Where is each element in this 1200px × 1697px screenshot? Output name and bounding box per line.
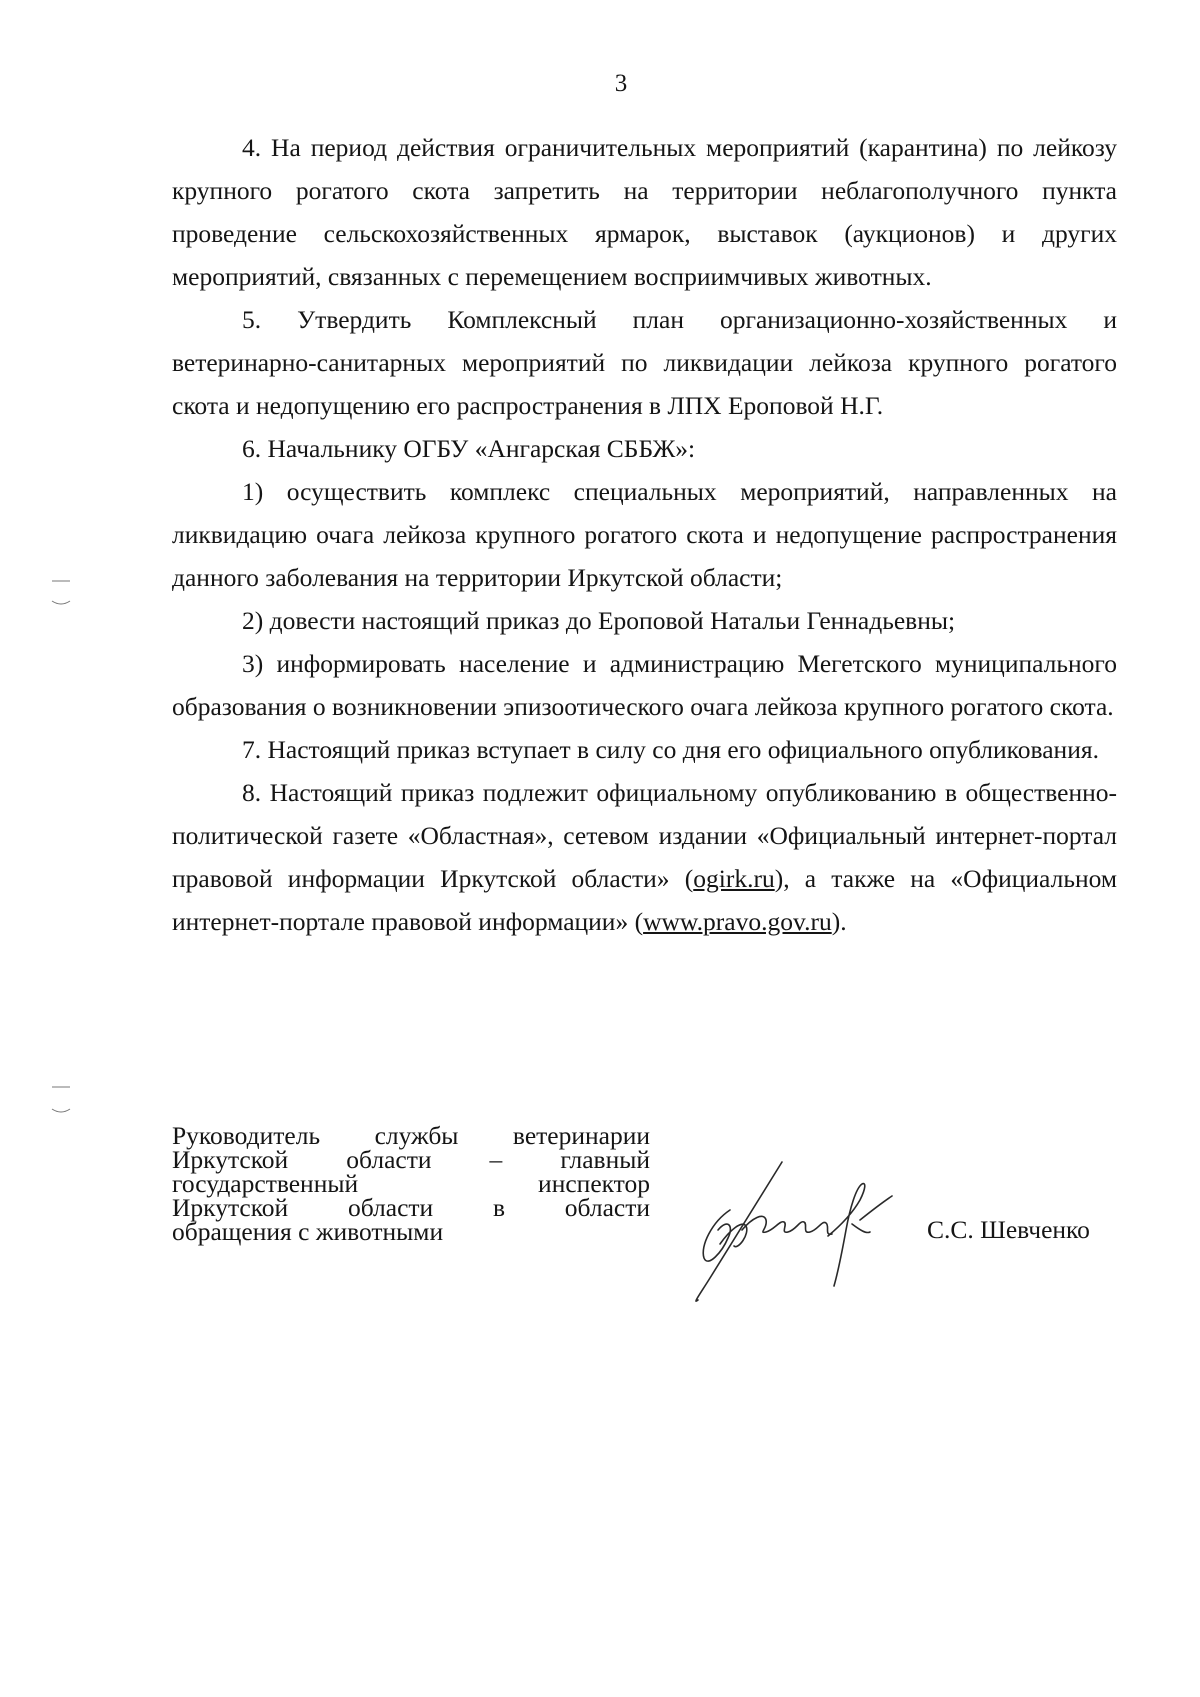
scan-artifact: [50, 1082, 72, 1092]
paragraph-6: 6. Начальнику ОГБУ «Ангарская СББЖ»:: [242, 434, 696, 463]
paragraph-8-text-c: ).: [831, 907, 847, 936]
ogirk-link[interactable]: ogirk.ru: [693, 864, 775, 893]
paragraph-8-text-a: 8. Настоящий приказ подлежит официальному опубликованию в общественно-политической газете «Областная», сетевом издании «Официальный интернет-портал правовой информации Иркутской области» (: [172, 778, 1117, 893]
signer-name: С.С. Шевченко: [927, 1215, 1090, 1244]
signer-title-line: государственный инспектор: [172, 1169, 650, 1198]
signer-title-line: Иркутской области – главный: [172, 1145, 650, 1174]
signer-title-line: обращения с животными: [172, 1217, 444, 1246]
signer-title-line: Иркутской области в области: [172, 1193, 650, 1222]
signer-title: [172, 1121, 650, 1246]
page-number: 3: [614, 70, 628, 97]
scan-artifact: [50, 598, 72, 608]
scan-artifact: [50, 1106, 72, 1116]
document-body: [172, 126, 1117, 943]
handwritten-signature: [670, 1160, 930, 1310]
paragraph-6-3: 3) информировать население и администрацию Мегетского муниципального образования о возникновении эпизоотического очага лейкоза крупного рогатого скота.: [172, 649, 1117, 721]
paragraph-4: 4. На период действия ограничительных мероприятий (карантина) по лейкозу крупного рогатого скота запретить на территории неблагополучного пункта проведение сельскохозяйственных ярмарок, выставок (аукционов) и других мероприятий, связанных с перемещением восприимчивых животных.: [172, 133, 1117, 291]
paragraph-8-text-b: ), а также на «Официальном интернет-портале правовой информации» (: [172, 864, 1117, 936]
paragraph-5: 5. Утвердить Комплексный план организационно-хозяйственных и ветеринарно-санитарных мероприятий по ликвидации лейкоза крупного рогатого скота и недопущению его распространения в ЛПХ Ероповой Н.Г.: [172, 305, 1117, 420]
signer-title-line: Руководитель службы ветеринарии: [172, 1121, 650, 1150]
paragraph-6-2: 2) довести настоящий приказ до Ероповой Натальи Геннадьевны;: [242, 606, 956, 635]
paragraph-8: [172, 771, 1117, 943]
paragraph-6-1: 1) осуществить комплекс специальных мероприятий, направленных на ликвидацию очага лейкоза крупного рогатого скота и недопущение распространения данного заболевания на территории Иркутской области;: [172, 477, 1117, 592]
scan-artifact: [50, 576, 72, 586]
pravo-link[interactable]: www.pravo.gov.ru: [643, 907, 832, 936]
paragraph-7: 7. Настоящий приказ вступает в силу со дня его официального опубликования.: [242, 735, 1099, 764]
